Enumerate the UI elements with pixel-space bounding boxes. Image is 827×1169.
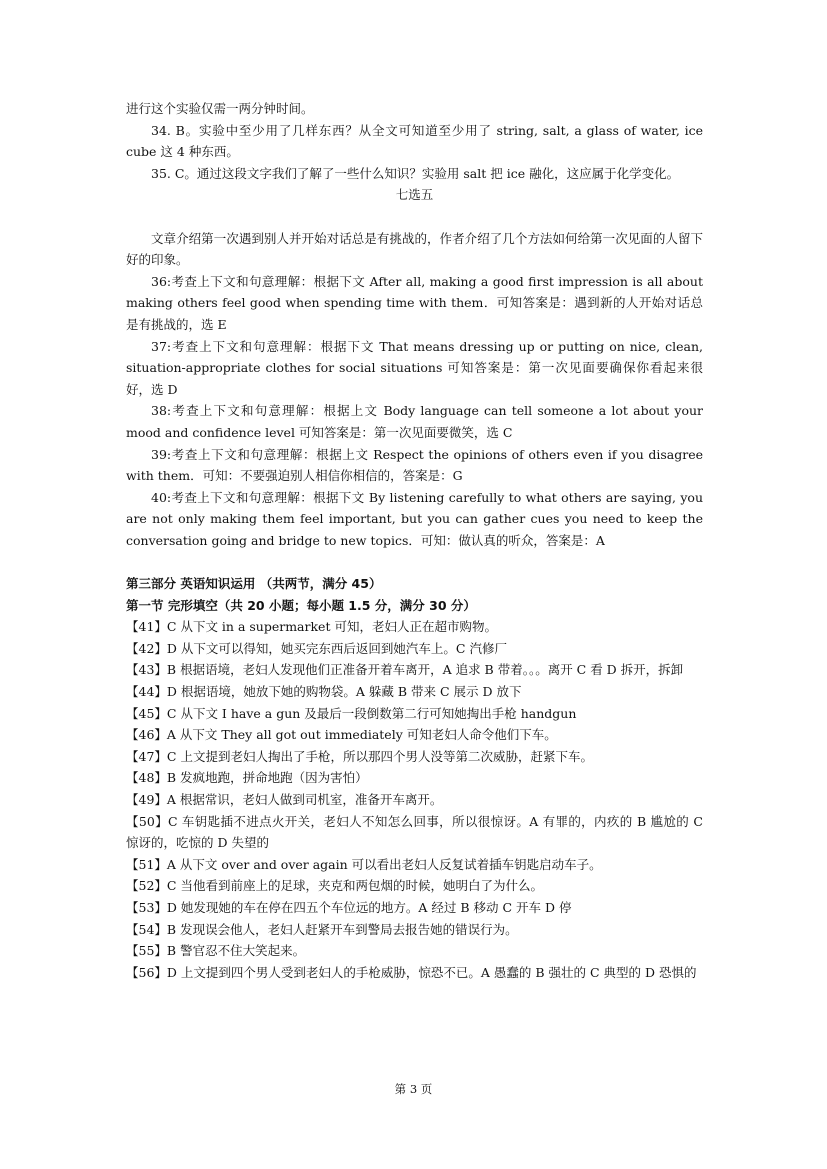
answer-41: 【41】C 从下文 in a supermarket 可知，老妇人正在超市购物。 xyxy=(126,619,497,635)
answer-45: 【45】C 从下文 I have a gun 及最后一段倒数第二行可知她掏出手枪 handgun xyxy=(126,705,577,721)
answer-34: 34. B。实验中至少用了几样东西？从全文可知道至少用了 string, salt, a glass of water, ice cube 这 4 种东西。 xyxy=(126,122,703,160)
answer-42: 【42】D 从下文可以得知，她买完东西后返回到她汽车上。C 汽修厂 xyxy=(126,640,507,656)
answer-43: 【43】B 根据语境，老妇人发现他们正准备开着车离开，A 追求 B 带着。。。离开 C 看 D 拆开，拆卸 xyxy=(126,662,684,678)
answer-46: 【46】A 从下文 They all got out immediately 可知老妇人命令他们下车。 xyxy=(126,727,557,743)
part3-heading: 第三部分 英语知识运用 （共两节，满分 45） xyxy=(126,576,382,592)
answer-40: 40:考查上下文和句意理解：根据下文 By listening carefully to what others are saying, you are not only making them feel important, but you can gather cues you need to keep the conversation going and bridge to new topics．可知：做认真的听众，答案是：A xyxy=(126,489,703,548)
spacer xyxy=(126,551,703,573)
answer-44: 【44】D 根据语境，她放下她的购物袋。A 躲藏 B 带来 C 展示 D 放下 xyxy=(126,684,522,700)
spacer xyxy=(126,206,703,228)
answer-36: 36:考查上下文和句意理解：根据下文 After all, making a good first impression is all about making others feel good when spending time with them．可知答案是：遇到新的人开始对话总是有挑战的，选 E xyxy=(126,273,703,332)
answer-53: 【53】D 她发现她的车在停在四五个车位远的地方。A 经过 B 移动 C 开车 D 停 xyxy=(126,899,572,915)
answer-50: 【50】C 车钥匙插不进点火开关，老妇人不知怎么回事，所以很惊讶。A 有罪的，内疚的 B 尴尬的 C 惊讶的，吃惊的 D 失望的 xyxy=(126,813,703,851)
answer-38: 38:考查上下文和句意理解：根据上文 Body language can tell someone a lot about your mood and confidence level 可知答案是：第一次见面要微笑，选 C xyxy=(126,403,703,440)
document-page xyxy=(126,98,703,983)
answer-49: 【49】A 根据常识，老妇人做到司机室，准备开车离开。 xyxy=(126,792,443,807)
answer-39: 39:考查上下文和句意理解：根据上文 Respect the opinions of others even if you disagree with them．可知：不要强迫别人相信你相信的，答案是：G xyxy=(126,446,703,484)
answer-55: 【55】B 警官忍不住大笑起来。 xyxy=(126,943,306,959)
page-number: 第 3 页 xyxy=(394,1082,433,1096)
answer-47: 【47】C 上文提到老妇人掏出了手枪，所以那四个男人没等第二次威胁，赶紧下车。 xyxy=(126,748,593,764)
answer-54: 【54】B 发现误会他人，老妇人赶紧开车到警局去报告她的错误行为。 xyxy=(126,921,518,937)
section-title-qixuanwu: 七选五 xyxy=(395,187,434,203)
answer-51: 【51】A 从下文 over and over again 可以看出老妇人反复试着插车钥匙启动车子。 xyxy=(126,856,602,872)
part3-subheading: 第一节 完形填空（共 20 小题；每小题 1.5 分，满分 30 分） xyxy=(126,597,476,613)
answer-37: 37:考查上下文和句意理解：根据下文 That means dressing up or putting on nice, clean, situation-appropriate clothes for social situations 可知答案是：第一次见面要确保你看起来很好，选 D xyxy=(126,338,703,397)
answer-35: 35. C。通过这段文字我们了解了一些什么知识？实验用 salt 把 ice 融化，这应属于化学变化。 xyxy=(151,165,680,181)
qixuanwu-summary: 文章介绍第一次遇到别人并开始对话总是有挑战的，作者介绍了几个方法如何给第一次见面的人留下好的印象。 xyxy=(126,230,703,268)
answer-52: 【52】C 当他看到前座上的足球，夹克和两包烟的时候，她明白了为什么。 xyxy=(126,878,543,894)
answer-56: 【56】D 上文提到四个男人受到老妇人的手枪威胁，惊恐不已。A 愚蠢的 B 强壮的 C 典型的 D 恐惧的 xyxy=(126,964,697,980)
paragraph-intro: 进行这个实验仅需一两分钟时间。 xyxy=(126,101,314,116)
answer-48: 【48】B 发疯地跑，拼命地跑（因为害怕） xyxy=(126,770,368,786)
